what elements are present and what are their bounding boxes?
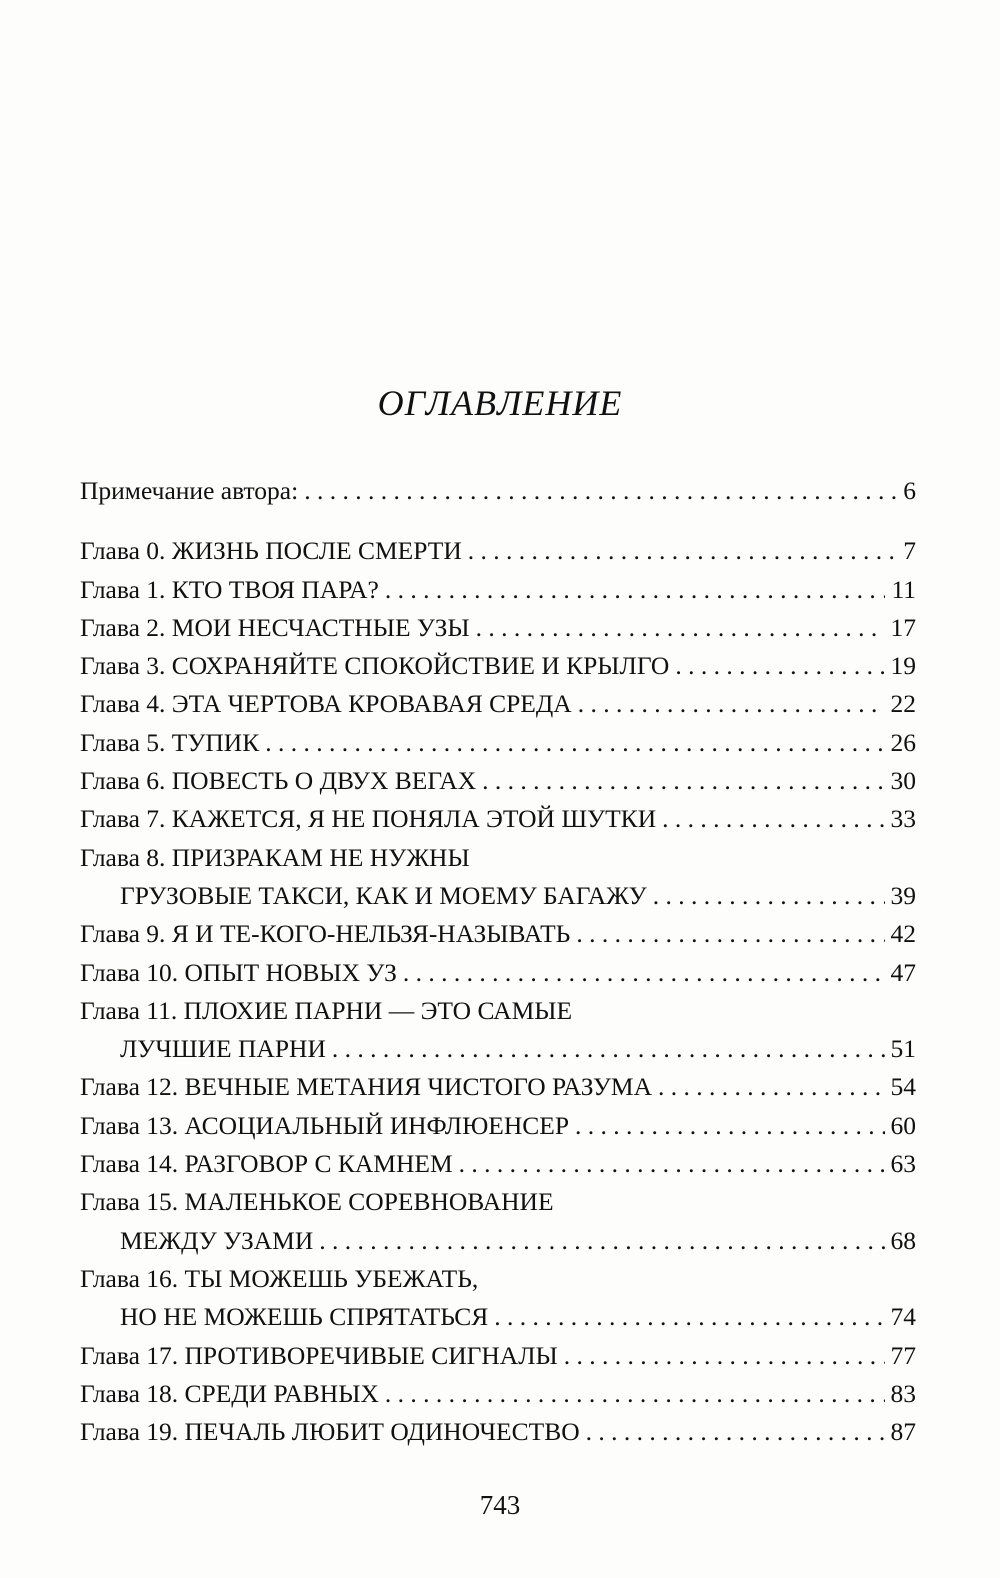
toc-line bbox=[80, 1337, 916, 1375]
toc-line-continuation bbox=[80, 1222, 916, 1260]
toc-entry-chapter[interactable] bbox=[80, 762, 916, 800]
page-title: ОГЛАВЛЕНИЕ bbox=[377, 383, 623, 423]
dot-leader bbox=[459, 1145, 885, 1183]
toc-entry-chapter[interactable] bbox=[80, 1107, 916, 1145]
toc-line bbox=[80, 571, 916, 609]
dot-leader bbox=[575, 1107, 884, 1145]
toc-entry-page: 63 bbox=[890, 1149, 916, 1179]
toc-line bbox=[80, 472, 916, 510]
dot-leader bbox=[494, 1298, 884, 1336]
toc-entry-label: Глава 2. МОИ НЕСЧАСТНЫЕ УЗЫ bbox=[80, 612, 470, 642]
toc-entry-label: Глава 11. ПЛОХИЕ ПАРНИ — ЭТО САМЫЕ bbox=[80, 995, 573, 1025]
toc-line bbox=[80, 992, 916, 1030]
toc-entry-page: 26 bbox=[890, 727, 916, 757]
toc-entry-page: 33 bbox=[890, 804, 916, 834]
toc-entry-label-continuation: МЕЖДУ УЗАМИ bbox=[120, 1225, 314, 1255]
toc-line bbox=[80, 1183, 916, 1221]
toc-line bbox=[80, 1107, 916, 1145]
dot-leader bbox=[332, 1030, 885, 1068]
toc-entry-page: 51 bbox=[890, 1034, 916, 1064]
toc-entry-label: Глава 16. ТЫ МОЖЕШЬ УБЕЖАТЬ, bbox=[80, 1263, 479, 1293]
toc-line bbox=[80, 1068, 916, 1106]
toc-entry-page: 30 bbox=[890, 766, 916, 796]
toc-entry-page: 22 bbox=[890, 689, 916, 719]
toc-entry-page: 87 bbox=[890, 1417, 916, 1447]
toc-entry-page: 68 bbox=[890, 1225, 916, 1255]
toc-entry-label: Глава 19. ПЕЧАЛЬ ЛЮБИТ ОДИНОЧЕСТВО bbox=[80, 1417, 580, 1447]
toc-line bbox=[80, 609, 916, 647]
toc-entry-page: 7 bbox=[903, 536, 916, 566]
toc-entry-page: 19 bbox=[890, 651, 916, 681]
toc-entry-label: Глава 17. ПРОТИВОРЕЧИВЫЕ СИГНАЛЫ bbox=[80, 1340, 558, 1370]
toc-entry-page: 83 bbox=[890, 1378, 916, 1408]
toc-entry-label: Глава 8. ПРИЗРАКАМ НЕ НУЖНЫ bbox=[80, 842, 470, 872]
toc-line bbox=[80, 839, 916, 877]
dot-leader bbox=[578, 685, 885, 723]
toc-entry-chapter[interactable] bbox=[80, 685, 916, 723]
dot-leader bbox=[576, 915, 884, 953]
toc-entry-label: Глава 13. АСОЦИАЛЬНЫЙ ИНФЛЮЕНСЕР bbox=[80, 1110, 570, 1140]
table-of-contents bbox=[80, 472, 916, 1451]
dot-leader bbox=[662, 800, 884, 838]
toc-entry-chapter[interactable] bbox=[80, 724, 916, 762]
dot-leader bbox=[403, 954, 885, 992]
toc-entry-label: Глава 10. ОПЫТ НОВЫХ УЗ bbox=[80, 957, 397, 987]
toc-entry-label: Глава 9. Я И ТЕ-КОГО-НЕЛЬЗЯ-НАЗЫВАТЬ bbox=[80, 919, 571, 949]
dot-leader bbox=[476, 609, 885, 647]
dot-leader bbox=[385, 1375, 885, 1413]
toc-entry-chapter[interactable] bbox=[80, 954, 916, 992]
dot-leader bbox=[265, 724, 884, 762]
toc-entry-chapter[interactable] bbox=[80, 647, 916, 685]
toc-entry-label-continuation: НО НЕ МОЖЕШЬ СПРЯТАТЬСЯ bbox=[120, 1302, 489, 1332]
toc-entry-chapter[interactable] bbox=[80, 609, 916, 647]
toc-line bbox=[80, 1145, 916, 1183]
toc-entry-label: Глава 5. ТУПИК bbox=[80, 727, 260, 757]
dot-leader bbox=[653, 877, 885, 915]
toc-entry-chapter[interactable] bbox=[80, 1413, 916, 1451]
toc-entry-chapter[interactable] bbox=[80, 915, 916, 953]
toc-line-continuation bbox=[80, 1298, 916, 1336]
toc-entry-label: Глава 3. СОХРАНЯЙТЕ СПОКОЙСТВИЕ И КРЫЛГО bbox=[80, 651, 670, 681]
toc-entry-chapter[interactable] bbox=[80, 571, 916, 609]
toc-entry-chapter[interactable] bbox=[80, 1260, 916, 1337]
toc-entry-label: Глава 15. МАЛЕНЬКОЕ СОРЕВНОВАНИЕ bbox=[80, 1187, 554, 1217]
toc-line-continuation bbox=[80, 1030, 916, 1068]
toc-entry-page: 77 bbox=[890, 1340, 916, 1370]
dot-leader bbox=[658, 1068, 885, 1106]
toc-entry-label: Глава 7. КАЖЕТСЯ, Я НЕ ПОНЯЛА ЭТОЙ ШУТКИ bbox=[80, 804, 657, 834]
toc-entry-chapter[interactable] bbox=[80, 1375, 916, 1413]
toc-entry-chapter[interactable] bbox=[80, 800, 916, 838]
toc-entry-label-continuation: ГРУЗОВЫЕ ТАКСИ, КАК И МОЕМУ БАГАЖУ bbox=[120, 880, 647, 910]
toc-entry-page: 54 bbox=[890, 1072, 916, 1102]
toc-entry-chapter[interactable] bbox=[80, 1145, 916, 1183]
dot-leader bbox=[482, 762, 884, 800]
toc-line-continuation bbox=[80, 877, 916, 915]
toc-entry-page: 6 bbox=[903, 476, 916, 505]
toc-entry-label: Глава 14. РАЗГОВОР С КАМНЕМ bbox=[80, 1149, 453, 1179]
dot-leader bbox=[468, 532, 898, 570]
page-number: 743 bbox=[479, 1490, 521, 1520]
toc-line bbox=[80, 954, 916, 992]
toc-line bbox=[80, 762, 916, 800]
toc-entry-chapter[interactable] bbox=[80, 1337, 916, 1375]
toc-entry-page: 47 bbox=[890, 957, 916, 987]
dot-leader bbox=[319, 1222, 884, 1260]
toc-line bbox=[80, 1413, 916, 1451]
toc-entry-page: 11 bbox=[891, 574, 916, 604]
dot-leader bbox=[564, 1337, 885, 1375]
dot-leader bbox=[675, 647, 884, 685]
toc-entry-label-continuation: ЛУЧШИЕ ПАРНИ bbox=[120, 1034, 326, 1064]
toc-entry-chapter[interactable] bbox=[80, 839, 916, 916]
toc-line bbox=[80, 685, 916, 723]
toc-line bbox=[80, 724, 916, 762]
toc-entry-label: Глава 4. ЭТА ЧЕРТОВА КРОВАВАЯ СРЕДА bbox=[80, 689, 572, 719]
toc-entry-page: 39 bbox=[890, 880, 916, 910]
dot-leader bbox=[304, 472, 897, 510]
toc-line bbox=[80, 532, 916, 570]
toc-entry-label: Глава 1. КТО ТВОЯ ПАРА? bbox=[80, 574, 379, 604]
toc-entry-label: Примечание автора: bbox=[80, 476, 299, 505]
toc-entry-page: 42 bbox=[890, 919, 916, 949]
toc-entry-label: Глава 6. ПОВЕСТЬ О ДВУХ ВЕГАХ bbox=[80, 766, 477, 796]
dot-leader bbox=[586, 1413, 885, 1451]
toc-entry-label: Глава 18. СРЕДИ РАВНЫХ bbox=[80, 1378, 379, 1408]
dot-leader bbox=[385, 571, 886, 609]
toc-entry-page: 74 bbox=[890, 1302, 916, 1332]
toc-entry-chapter[interactable] bbox=[80, 1068, 916, 1106]
toc-line bbox=[80, 647, 916, 685]
toc-entry-chapter[interactable] bbox=[80, 1183, 916, 1260]
toc-entry-author-note[interactable] bbox=[80, 472, 916, 510]
toc-entry-label: Глава 12. ВЕЧНЫЕ МЕТАНИЯ ЧИСТОГО РАЗУМА bbox=[80, 1072, 652, 1102]
toc-entry-chapter[interactable] bbox=[80, 532, 916, 570]
toc-entry-page: 60 bbox=[890, 1110, 916, 1140]
toc-entry-page: 17 bbox=[890, 612, 916, 642]
toc-line bbox=[80, 915, 916, 953]
toc-line bbox=[80, 1375, 916, 1413]
toc-line bbox=[80, 1260, 916, 1298]
toc-entry-chapter[interactable] bbox=[80, 992, 916, 1069]
toc-line bbox=[80, 800, 916, 838]
toc-entry-label: Глава 0. ЖИЗНЬ ПОСЛЕ СМЕРТИ bbox=[80, 536, 462, 566]
